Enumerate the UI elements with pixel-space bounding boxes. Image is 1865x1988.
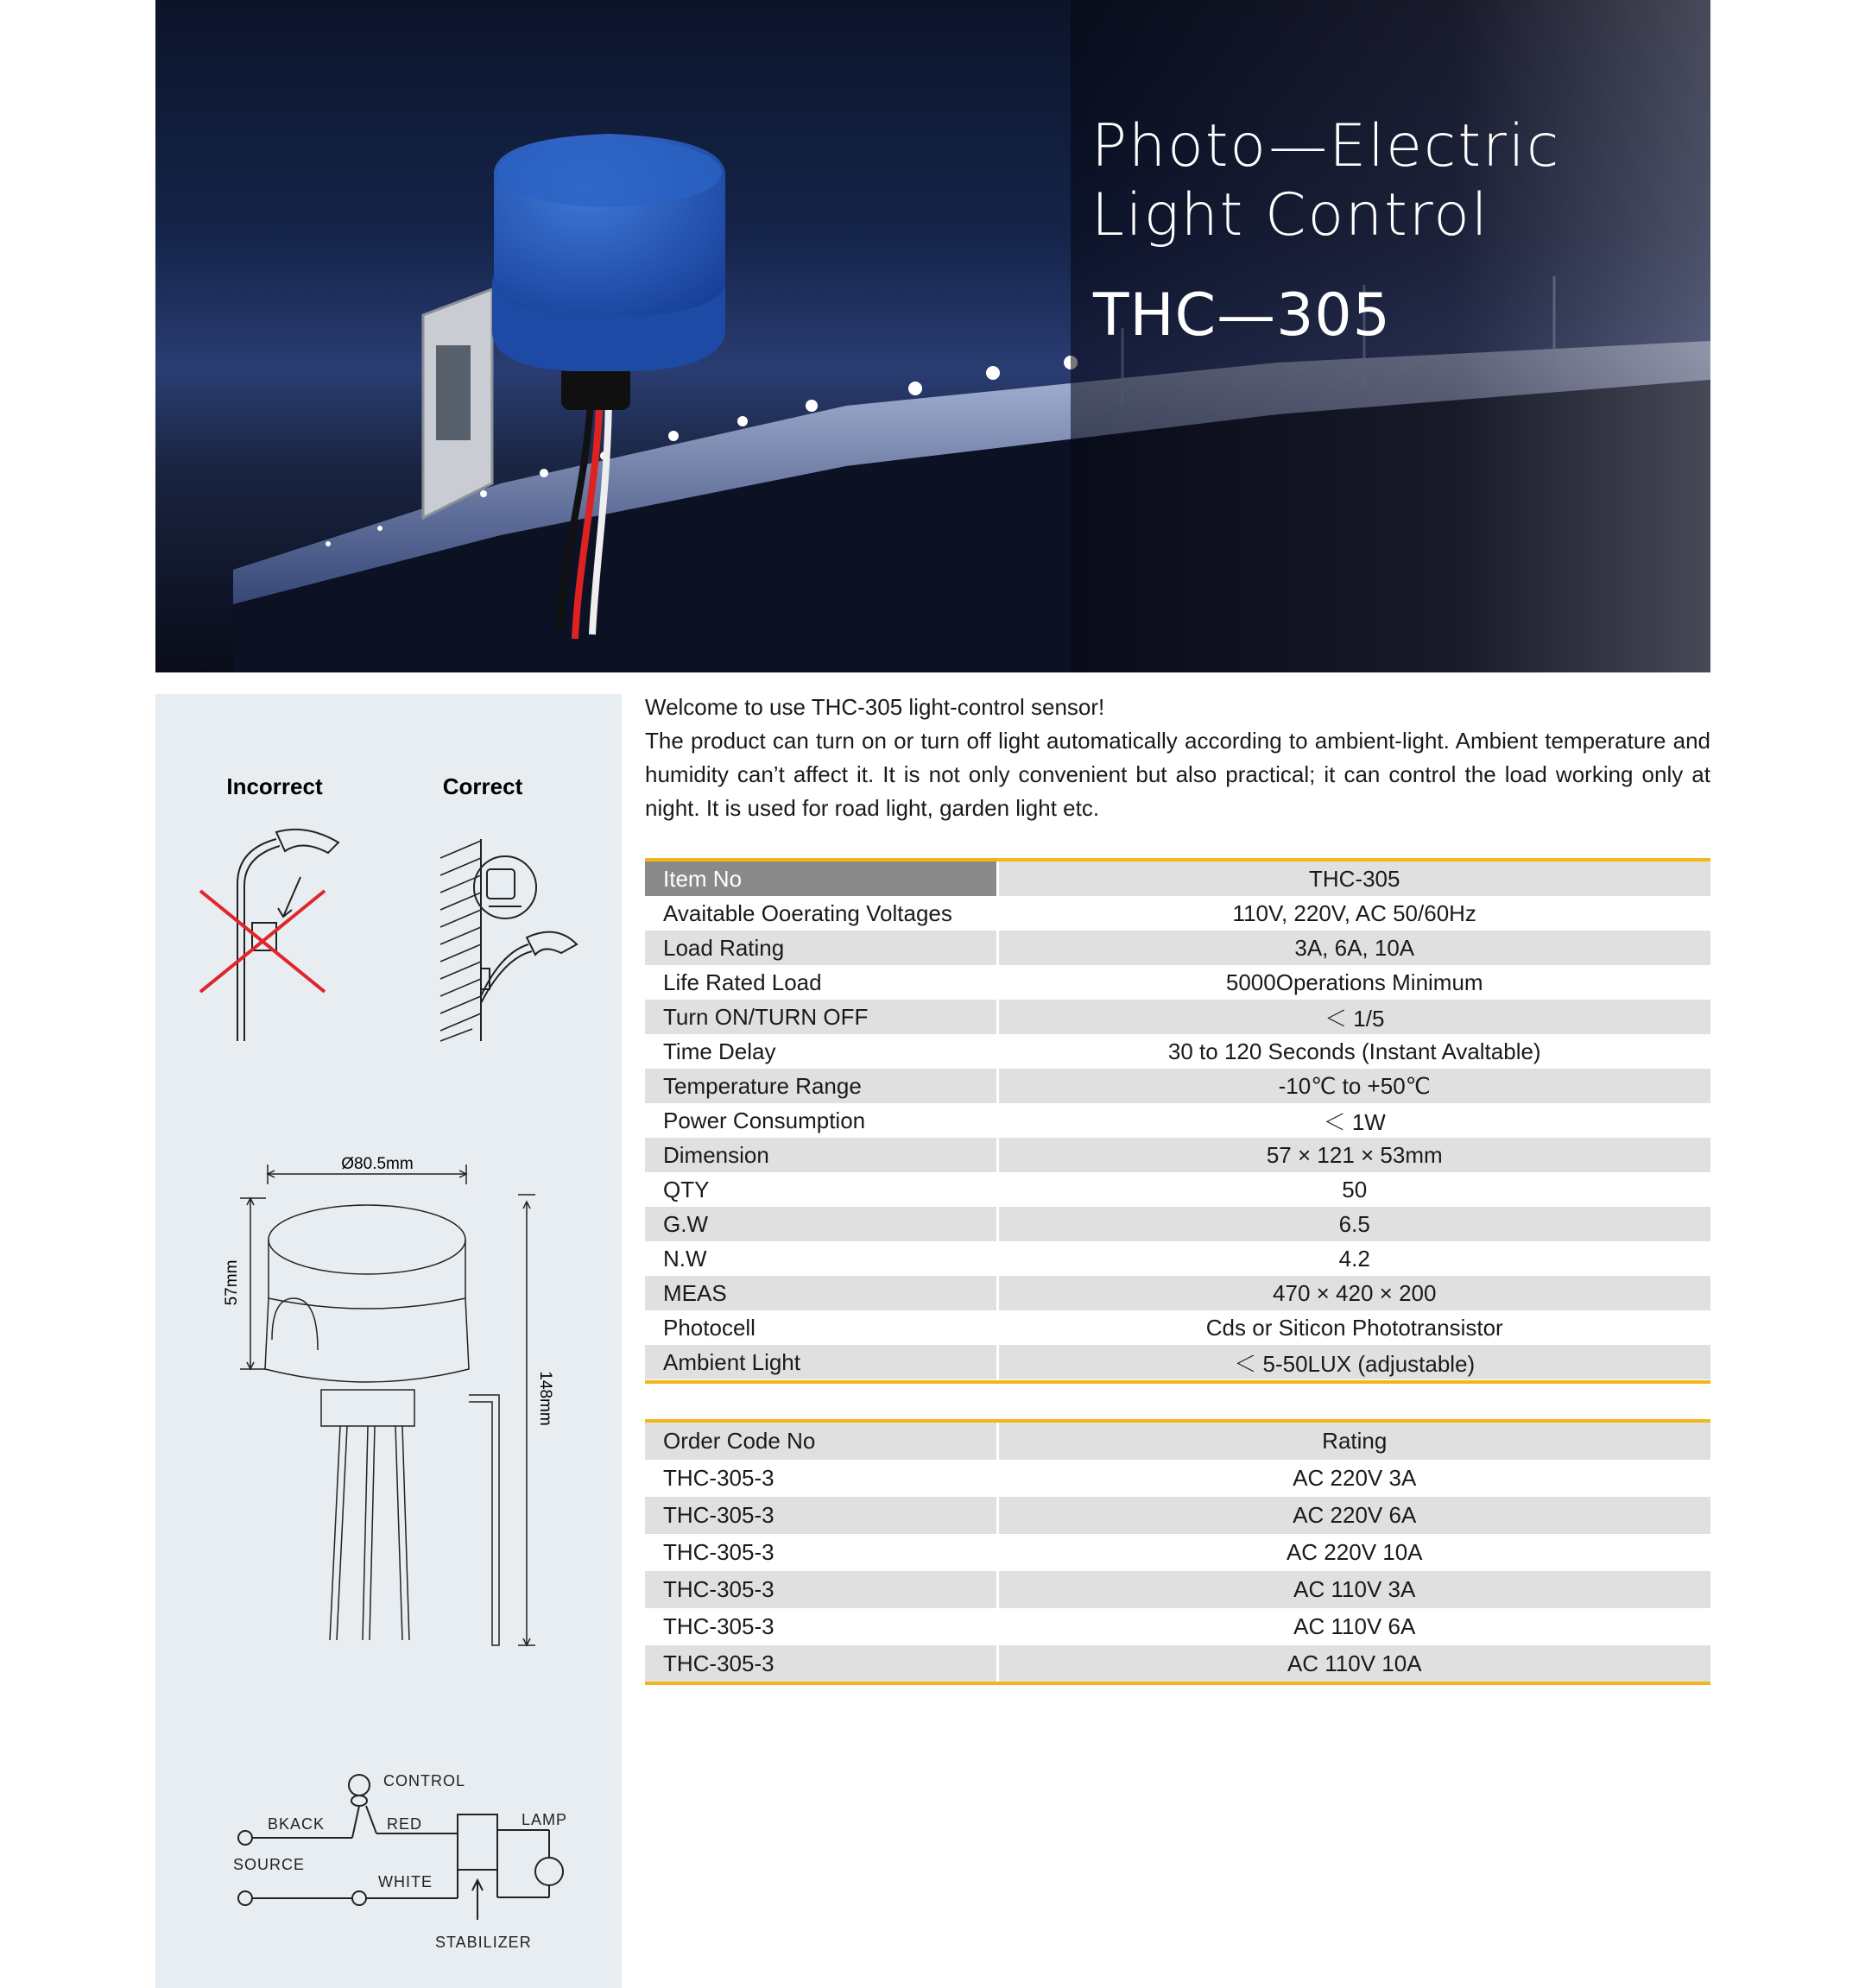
diagram-panel bbox=[155, 694, 622, 1988]
table-row bbox=[645, 1172, 1710, 1207]
wiring-red-label: RED bbox=[387, 1815, 423, 1833]
spec-label: Dimension bbox=[645, 1138, 997, 1172]
order-rating: AC 110V 6A bbox=[997, 1608, 1710, 1645]
table-row bbox=[645, 1103, 1710, 1138]
table-row bbox=[645, 1034, 1710, 1069]
order-code: THC-305-3 bbox=[645, 1645, 997, 1682]
order-rating: AC 220V 3A bbox=[997, 1460, 1710, 1497]
wiring-white-label: WHITE bbox=[378, 1873, 433, 1890]
spec-header-value: THC-305 bbox=[997, 861, 1710, 896]
spec-label: Life Rated Load bbox=[645, 965, 997, 1000]
spec-value: Cds or Siticon Phototransistor bbox=[997, 1310, 1710, 1345]
order-header-code: Order Code No bbox=[645, 1423, 997, 1460]
order-rating: AC 220V 6A bbox=[997, 1497, 1710, 1534]
table-row bbox=[645, 1645, 1710, 1682]
order-code: THC-305-3 bbox=[645, 1571, 997, 1608]
order-table bbox=[645, 1423, 1710, 1682]
spec-label: Power Consumption bbox=[645, 1103, 997, 1138]
spec-header-label: Item No bbox=[645, 861, 997, 896]
order-code: THC-305-3 bbox=[645, 1608, 997, 1645]
table-row bbox=[645, 896, 1710, 931]
wiring-diagram bbox=[238, 1775, 563, 1920]
table-row bbox=[645, 1345, 1710, 1379]
spec-value: ＜ 1/5 bbox=[997, 1000, 1710, 1034]
spec-value: ＜ 1W bbox=[997, 1103, 1710, 1138]
spec-value: 4.2 bbox=[997, 1241, 1710, 1276]
spec-table-bottom-rule bbox=[645, 1380, 1710, 1384]
diameter-label: Ø80.5mm bbox=[341, 1155, 414, 1173]
spec-value: 6.5 bbox=[997, 1207, 1710, 1241]
table-row bbox=[645, 1460, 1710, 1497]
order-code: THC-305-3 bbox=[645, 1497, 997, 1534]
spec-value: ＜ 5-50LUX (adjustable) bbox=[997, 1345, 1710, 1379]
height-cap-label: 57mm bbox=[223, 1259, 241, 1306]
spec-label: N.W bbox=[645, 1241, 997, 1276]
table-row bbox=[645, 1497, 1710, 1534]
table-row bbox=[645, 1207, 1710, 1241]
spec-value: 30 to 120 Seconds (Instant Avaltable) bbox=[997, 1034, 1710, 1069]
spec-label: Turn ON/TURN OFF bbox=[645, 1000, 997, 1034]
intro-welcome: Welcome to use THC-305 light-control sensor! bbox=[645, 694, 1105, 720]
order-header-rating: Rating bbox=[997, 1423, 1710, 1460]
spec-label: MEAS bbox=[645, 1276, 997, 1310]
order-rating: AC 220V 10A bbox=[997, 1534, 1710, 1571]
table-row bbox=[645, 1000, 1710, 1034]
wiring-stabilizer-label: STABILIZER bbox=[435, 1934, 532, 1951]
incorrect-label: Incorrect bbox=[226, 773, 323, 799]
wiring-bkack-label: BKACK bbox=[268, 1815, 326, 1833]
spec-label: Load Rating bbox=[645, 931, 997, 965]
wiring-control-label: CONTROL bbox=[383, 1772, 466, 1789]
wiring-lamp-label: LAMP bbox=[522, 1811, 568, 1828]
table-row bbox=[645, 1276, 1710, 1310]
spec-value: 3A, 6A, 10A bbox=[997, 931, 1710, 965]
hero-model: THC—305 bbox=[1093, 281, 1391, 350]
spec-label: QTY bbox=[645, 1172, 997, 1207]
spec-value: 5000Operations Minimum bbox=[997, 965, 1710, 1000]
order-rating: AC 110V 3A bbox=[997, 1571, 1710, 1608]
spec-label: Temperature Range bbox=[645, 1069, 997, 1103]
wiring-source-label: SOURCE bbox=[233, 1856, 306, 1873]
correct-install-illustration bbox=[440, 839, 577, 1041]
table-row bbox=[645, 1241, 1710, 1276]
spec-value: -10℃ to +50℃ bbox=[997, 1069, 1710, 1103]
hero-banner bbox=[155, 0, 1710, 672]
order-header-row bbox=[645, 1423, 1710, 1460]
spec-header-row bbox=[645, 861, 1710, 896]
order-code: THC-305-3 bbox=[645, 1460, 997, 1497]
order-rating: AC 110V 10A bbox=[997, 1645, 1710, 1682]
table-row bbox=[645, 1138, 1710, 1172]
spec-value: 57 × 121 × 53mm bbox=[997, 1138, 1710, 1172]
table-row bbox=[645, 1608, 1710, 1645]
spec-label: Ambient Light bbox=[645, 1345, 997, 1379]
spec-value: 50 bbox=[997, 1172, 1710, 1207]
correct-label: Correct bbox=[442, 773, 523, 799]
cross-icon bbox=[200, 891, 325, 992]
spec-table bbox=[645, 861, 1710, 1379]
order-code: THC-305-3 bbox=[645, 1534, 997, 1571]
table-row bbox=[645, 931, 1710, 965]
intro-text bbox=[645, 691, 1710, 825]
table-row bbox=[645, 1571, 1710, 1608]
spec-value: 110V, 220V, AC 50/60Hz bbox=[997, 896, 1710, 931]
spec-label: Avaitable Ooerating Voltages bbox=[645, 896, 997, 931]
height-total-label: 148mm bbox=[536, 1371, 554, 1426]
sensor-dimension-drawing bbox=[240, 1164, 535, 1645]
table-row bbox=[645, 1069, 1710, 1103]
spec-label: Photocell bbox=[645, 1310, 997, 1345]
spec-label: G.W bbox=[645, 1207, 997, 1241]
table-row bbox=[645, 965, 1710, 1000]
spec-label: Time Delay bbox=[645, 1034, 997, 1069]
table-row bbox=[645, 1310, 1710, 1345]
table-row bbox=[645, 1534, 1710, 1571]
order-table-bottom-rule bbox=[645, 1682, 1710, 1685]
spec-value: 470 × 420 × 200 bbox=[997, 1276, 1710, 1310]
intro-description: The product can turn on or turn off light automatically according to ambient-light. Ambient temperature and humidity can’t affect it. It is not only convenient but also practical; it can control the load working only at night. It is used for road light, garden light etc. bbox=[645, 728, 1710, 821]
hero-title: Photo—Electric Light Control bbox=[1091, 112, 1561, 249]
